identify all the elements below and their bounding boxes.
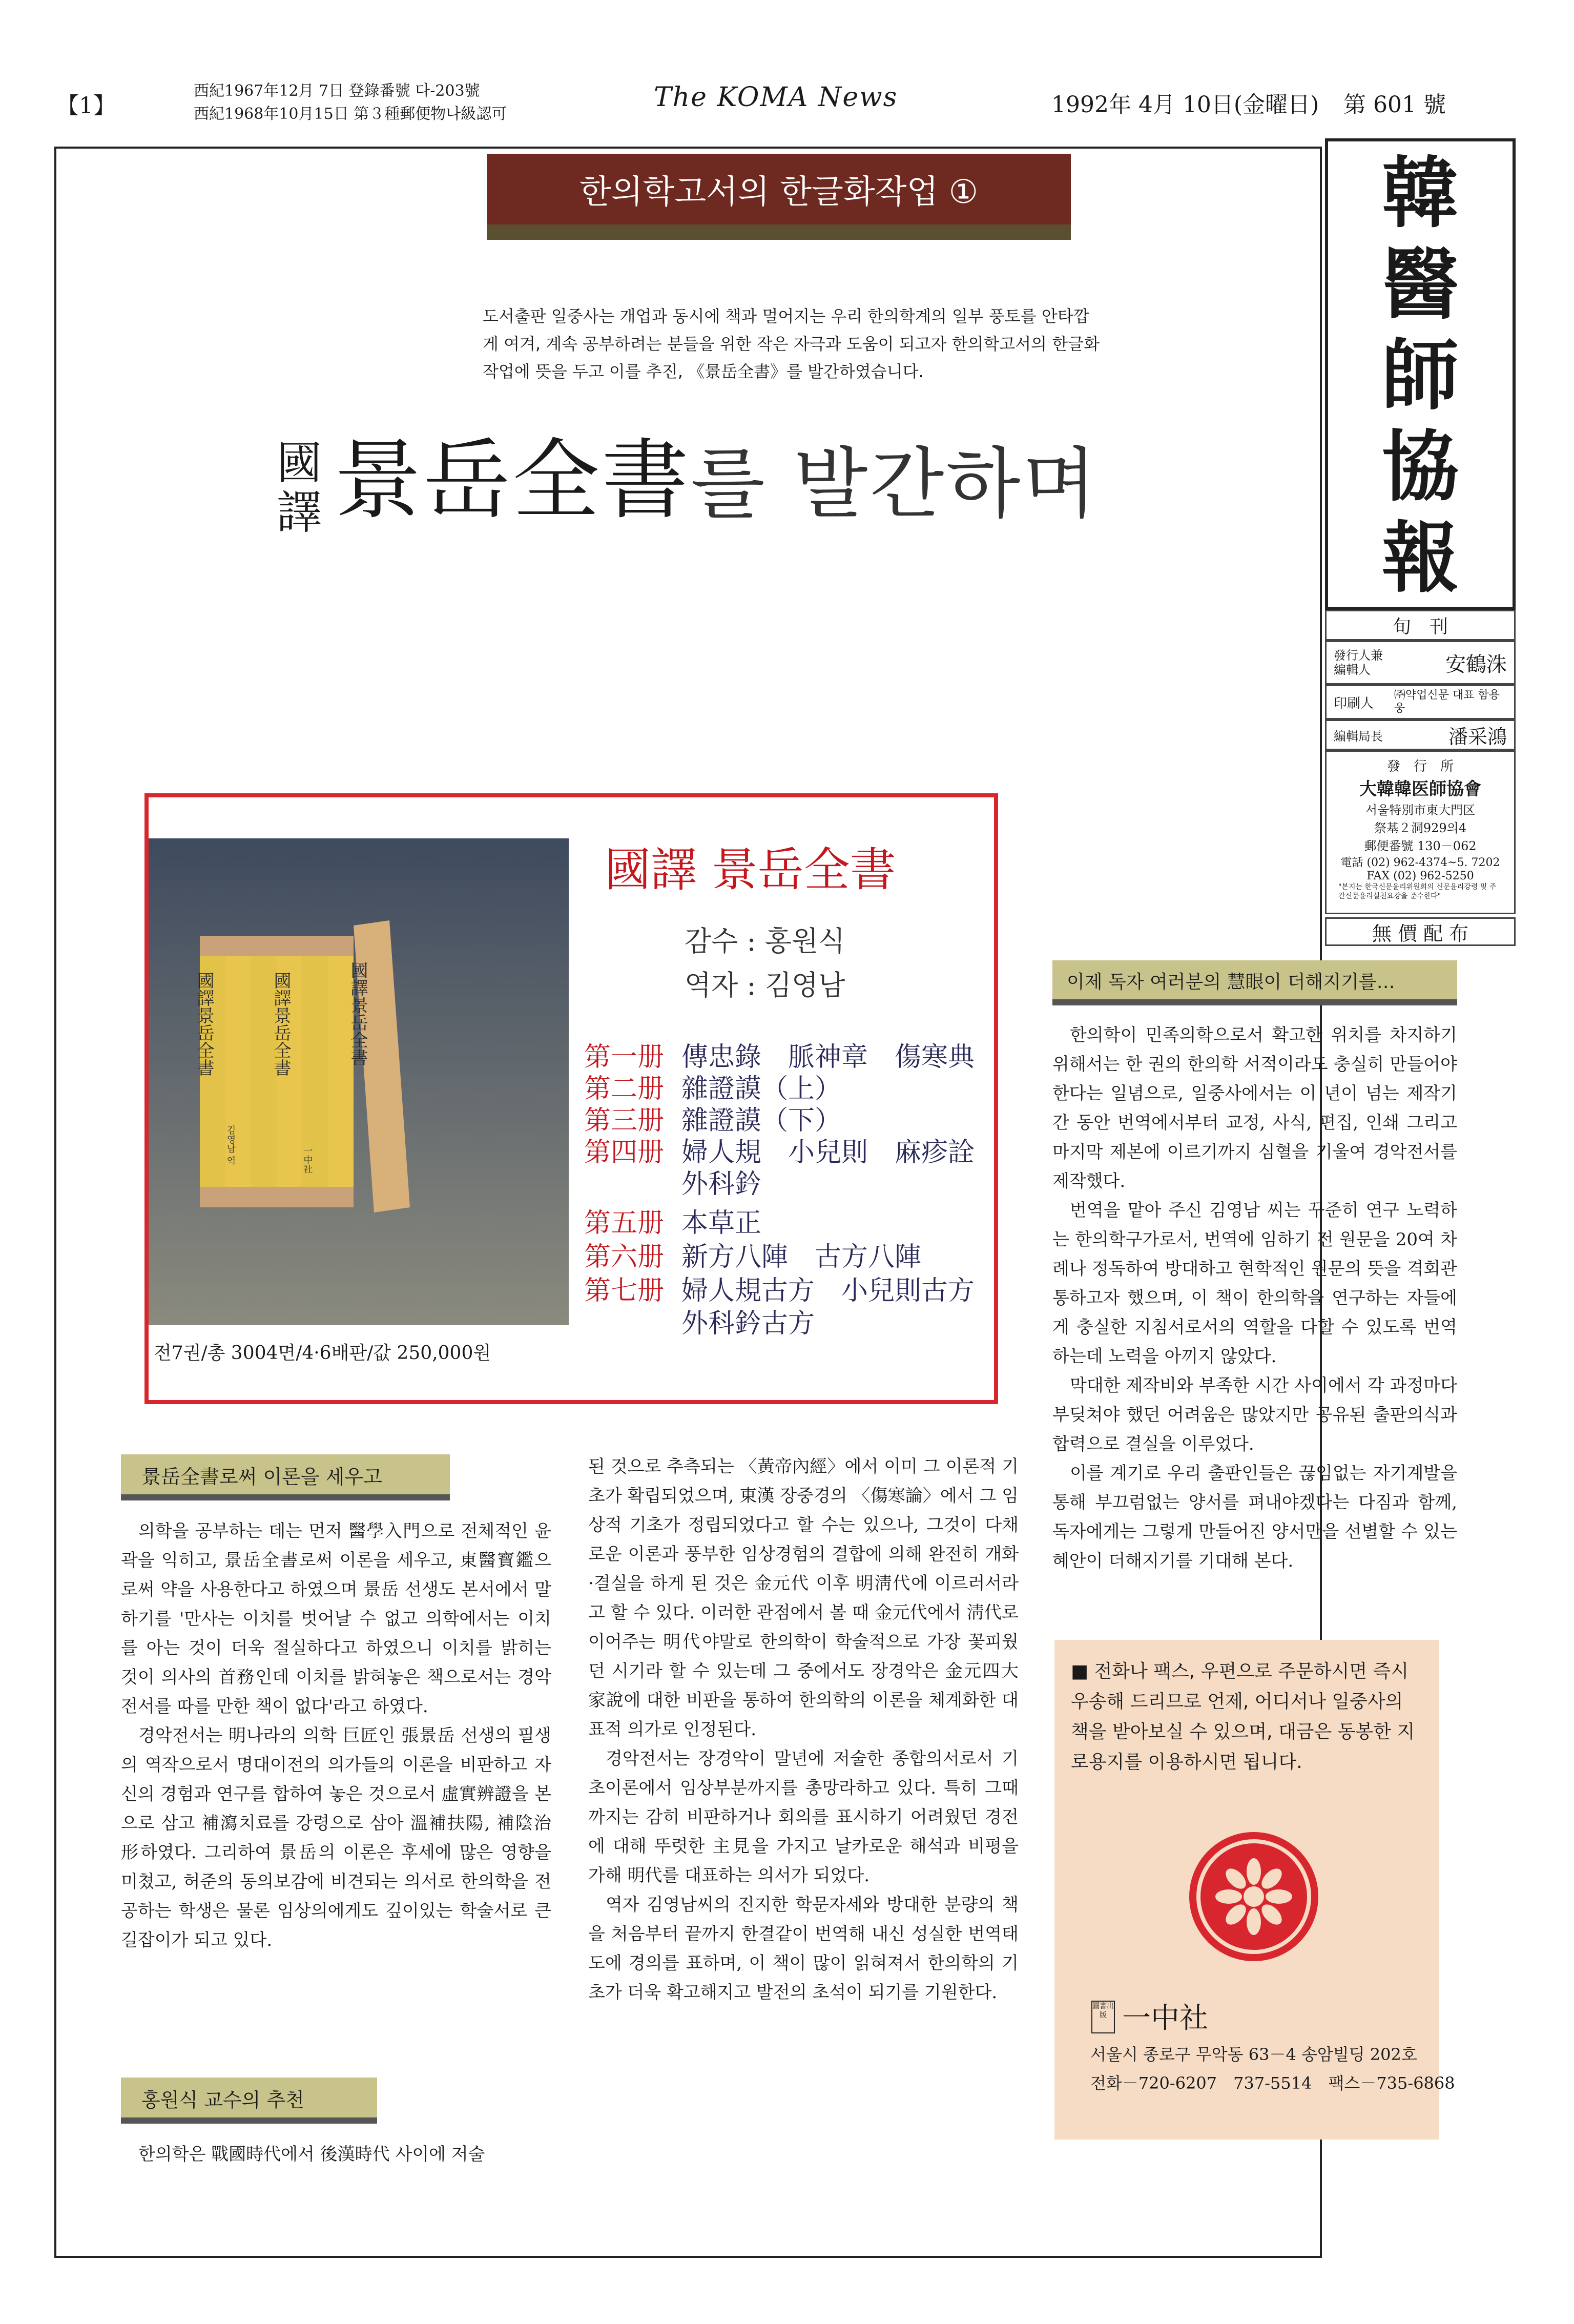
title-char: 醫 (1381, 239, 1459, 330)
paragraph: 된 것으로 추측되는 〈黃帝內經〉에서 이미 그 이론적 기초가 확립되었으며, 東漢 장중경의 〈傷寒論〉에서 그 임상적 기초가 정립되었다고 할 수는 있으나, 그것이 다채로운 이론과 풍부한 임상경험의 결합에 의해 완전히 개화·결실을 하게 된 것은 金元代 이후 明淸代에 이르러서라고 할 수 있다. 이러한 관점에서 볼 때 金元代에서 淸代로 이어주는 明代야말로 한의학이 학술적으로 가장 꽃피웠던 시기라 할 수 있는데 그 중에서도 장경악은 金元四大家說에 대한 비판을 통하여 한의학의 이론을 체계화한 대표적 의가로 인정된다. (588, 1456, 1019, 1740)
headline-prefix (277, 436, 324, 539)
publisher-seal-icon (1187, 1829, 1321, 1964)
publisher-phone: 전화－720-6207 737-5514 팩스－735-6868 (1090, 2073, 1455, 2093)
office-address: 祭基２洞929의4 (1374, 821, 1467, 835)
banner-underline (487, 224, 1071, 240)
headline-prefix-top: 國 (277, 436, 324, 489)
volume-contents: 外科鈐古方 (681, 1308, 815, 1339)
chief-editor-row (1325, 719, 1516, 750)
headline (277, 410, 1099, 537)
phone: 電話 (02) 962-4374~5. 7202 (1340, 856, 1500, 869)
section-underline (121, 2117, 377, 2124)
issue-number: 第 601 號 (1343, 92, 1446, 118)
section-heading: 홍원식 교수의 추천 (121, 2078, 377, 2119)
section-underline (121, 1494, 450, 1500)
chief-editor-label: 編輯局長 (1334, 729, 1383, 744)
printer-row (1325, 685, 1516, 719)
paragraph: 경악전서는 明나라의 의학 巨匠인 張景岳 선생의 필생의 역작으로서 명대이전의 의가들의 이론을 비판하고 자신의 경험과 연구를 합하여 놓은 것으로서 虛實辨證을 본으로 삼고 補瀉치료를 강령으로 삼아 溫補扶陽, 補陰治形하였다. 그리하여 景岳의 이론은 후세에 많은 영향을 미쳤고, 허준의 동의보감에 비견되는 의서로 한의학을 전공하는 학생은 물론 임상의에게도 깊이있는 학술서로 큰 길잡이가 되고 있다. (121, 1725, 551, 1950)
office-label: 發 行 所 (1386, 759, 1454, 774)
section-underline (1052, 999, 1457, 1005)
ad-supervisor: 감수 : 홍원식 (685, 925, 845, 957)
headline-prefix-bottom: 譯 (277, 485, 324, 539)
volume-number: 第五册 (584, 1208, 665, 1239)
office-block (1325, 750, 1516, 914)
volume-contents: 新方八陣 古方八陣 (681, 1242, 922, 1272)
publisher-name: 一中社 (1122, 2002, 1208, 2035)
volume-contents: 婦人規古方 小兒則古方 (681, 1276, 975, 1306)
publication-date: 1992年 4月 10日(金曜日) (1051, 92, 1319, 118)
order-info-text: ■ 전화나 팩스, 우편으로 주문하시면 즉시 우송해 드리므로 언제, 어디서나 일중사의 책을 받아보실 수 있으며, 대금은 동봉한 지로용지를 이용하시면 됩니다. (1071, 1661, 1415, 1773)
middle-section-body (588, 1452, 1019, 2007)
publisher-label: 發行人兼編輯人 (1334, 648, 1383, 677)
title-char: 韓 (1381, 148, 1459, 238)
volume-number: 第一册 (584, 1042, 665, 1073)
book-spine-author: 김영남 역 (225, 1125, 236, 1165)
chief-editor-name: 潘采鴻 (1448, 725, 1507, 748)
publisher-row (1325, 641, 1516, 685)
volume-contents: 雜證謨（下） (681, 1105, 842, 1136)
volume-number: 第三册 (584, 1105, 665, 1136)
volume-contents: 本草正 (681, 1208, 762, 1239)
printer-name: ㈜약업신문 대표 함용웅 (1394, 689, 1500, 715)
title-char: 報 (1381, 513, 1459, 603)
volume-contents: 傳忠錄 脈神章 傷寒典 (681, 1042, 975, 1073)
volume-entry (584, 1302, 815, 1340)
volume-entry (584, 1201, 761, 1240)
volume-entry (584, 1162, 761, 1201)
section-heading: 이제 독자 여러분의 慧眼이 더해지기를… (1052, 960, 1457, 1000)
distribution-badge: 無 價 配 布 (1325, 917, 1516, 946)
paragraph: 경악전서는 장경악이 말년에 저술한 종합의서로서 기초이론에서 임상부분까지를 총망라하고 있다. 특히 그때까지는 감히 비판하거나 회의를 표시하기 어려웠던 경전에 대해 뚜렷한 主見을 가지고 날카로운 해석과 비평을 가해 明代를 대표하는 의서가 되었다. (588, 1749, 1019, 1886)
book-spine-title: 國譯景岳全書 (347, 961, 368, 1066)
paragraph: 막대한 제작비와 부족한 시간 사이에서 각 과정마다 부딪쳐야 했던 어려움은 많았지만 공유된 출판의식과 합력으로 결실을 이루었다. (1052, 1375, 1457, 1454)
masthead-name: The KOMA News (654, 82, 898, 113)
title-char: 協 (1381, 422, 1459, 512)
book-spine-title: 國譯景岳全書 (271, 972, 291, 1076)
registration-line: 西紀1967年12月 7日 登錄番號 다-203號 (194, 82, 480, 100)
newspaper-title-vertical (1325, 138, 1516, 610)
paragraph: 한의학이 민족의학으로서 확고한 위치를 차지하기 위해서는 한 권의 한의학 서적이라도 충실히 만들어야 한다는 일념으로, 일중사에서는 이 년이 넘는 제작기간 동안 번역에서부터 교정, 사식, 편집, 인쇄 그리고 마지막 제본에 이르기까지 심혈을 기울여 경악전서를 제작했다. (1052, 1025, 1457, 1191)
postcode: 郵便番號 130－062 (1364, 839, 1477, 853)
page-number: 【1】 (56, 93, 116, 119)
publisher-address: 서울시 종로구 무악동 63－4 송암빌딩 202호 (1090, 2045, 1417, 2064)
left-section-body (121, 1517, 551, 1955)
office-address: 서울特別市東大門区 (1365, 803, 1476, 817)
fax: FAX (02) 962-5250 (1366, 870, 1474, 882)
title-banner: 한의학고서의 한글화작업 ① (487, 154, 1071, 224)
paragraph: 역자 김영남씨의 진지한 학문자세와 방대한 분량의 책을 처음부터 끝까지 한결같이 번역해 내신 성실한 번역태도에 경의를 표하며, 이 책이 많이 읽혀져서 한의학의 기초가 더욱 확고해지고 발전의 초석이 되기를 기원한다. (588, 1895, 1019, 2003)
right-section-body (1052, 1021, 1457, 1576)
headline-main: 景岳全書 (334, 430, 691, 531)
paragraph: 이를 계기로 우리 출판인들은 끊임없는 자기계발을 통해 부끄럼없는 양서를 펴내야겠다는 다짐과 함께, 독자에게는 그렇게 만들어진 양서만을 선별할 수 있는 혜안이 더해지기를 기대해 본다. (1052, 1463, 1457, 1571)
paragraph: 번역을 맡아 주신 김영남 씨는 꾸준히 연구 노력하는 한의학구가로서, 번역에 임하기 전 원문을 20여 차례나 정독하여 방대하고 현학적인 원문의 뜻을 격회관통하고자 했으며, 이 책이 한의학을 연구하는 자들에게 충실한 지침서로서의 역할을 다할 수 있도록 번역하는데 노력을 아끼지 않았다. (1052, 1200, 1457, 1367)
intro-paragraph: 도서출판 일중사는 개업과 동시에 책과 멀어지는 우리 한의학계의 일부 풍토를 안타깝게 여겨, 계속 공부하려는 분들을 위한 작은 자극과 도움이 되고자 한의학고서의 한글화작업에 뜻을 두고 이를 추진, 《景岳全書》를 발간하였습니다. (483, 306, 1100, 381)
book-set-image (149, 838, 569, 1325)
headline-rest: 를 발간하며 (691, 440, 1099, 529)
book-spine-title: 國譯景岳全書 (194, 972, 214, 1076)
left-section2-body (121, 2140, 551, 2169)
ethics-note: "본지는 한국신문윤리위원회의 신문윤리강령 및 주간신문윤리실천요강을 준수한다" (1338, 883, 1497, 900)
volume-contents: 婦人規 小兒則 麻疹詮 (681, 1137, 975, 1168)
title-char: 師 (1381, 331, 1459, 421)
paragraph: 의학을 공부하는 데는 먼저 醫學入門으로 전체적인 윤곽을 익히고, 景岳全書로써 이론을 세우고, 東醫寶鑑으로써 약을 사용한다고 하였으며 景岳 선생도 본서에서 말하기를 '만사는 이치를 벗어날 수 없고 의학에서는 이치를 아는 것이 더욱 절실하다고 하였으니 이치를 밝히는 것이 의사의 首務인데 이치를 밝혀놓은 책으로서는 경악전서를 따를 만한 책이 없다'라고 하였다. (121, 1521, 551, 1717)
volume-contents: 雜證謨（上） (681, 1074, 842, 1104)
volume-number: 第四册 (584, 1137, 665, 1168)
registration-line: 西紀1968年10月15日 第３種郵便物나級認可 (194, 105, 507, 123)
volume-number: 第七册 (584, 1276, 665, 1306)
paragraph: 한의학은 戰國時代에서 後漢時代 사이에 저술 (138, 2144, 485, 2165)
ad-title: 國譯 景岳全書 (605, 843, 896, 897)
publisher-badge: 圖書出版 (1091, 2001, 1115, 2033)
volume-entry (584, 1235, 921, 1273)
printer-label: 印刷人 (1334, 695, 1374, 711)
book-spine-publisher: 一中社 (302, 1146, 313, 1174)
office-name: 大韓韓医師協會 (1359, 779, 1481, 799)
ad-price: 전7권/총 3004면/4·6배판/값 250,000원 (154, 1343, 491, 1364)
ad-translator: 역자 : 김영남 (685, 969, 845, 1001)
volume-number: 第六册 (584, 1242, 665, 1272)
volume-contents: 外科鈐 (681, 1169, 762, 1200)
frequency: 旬 刊 (1325, 610, 1516, 641)
publisher-name: 安鶴洙 (1445, 652, 1507, 676)
volume-number: 第二册 (584, 1074, 665, 1104)
section-heading: 景岳全書로써 이론을 세우고 (121, 1454, 450, 1495)
